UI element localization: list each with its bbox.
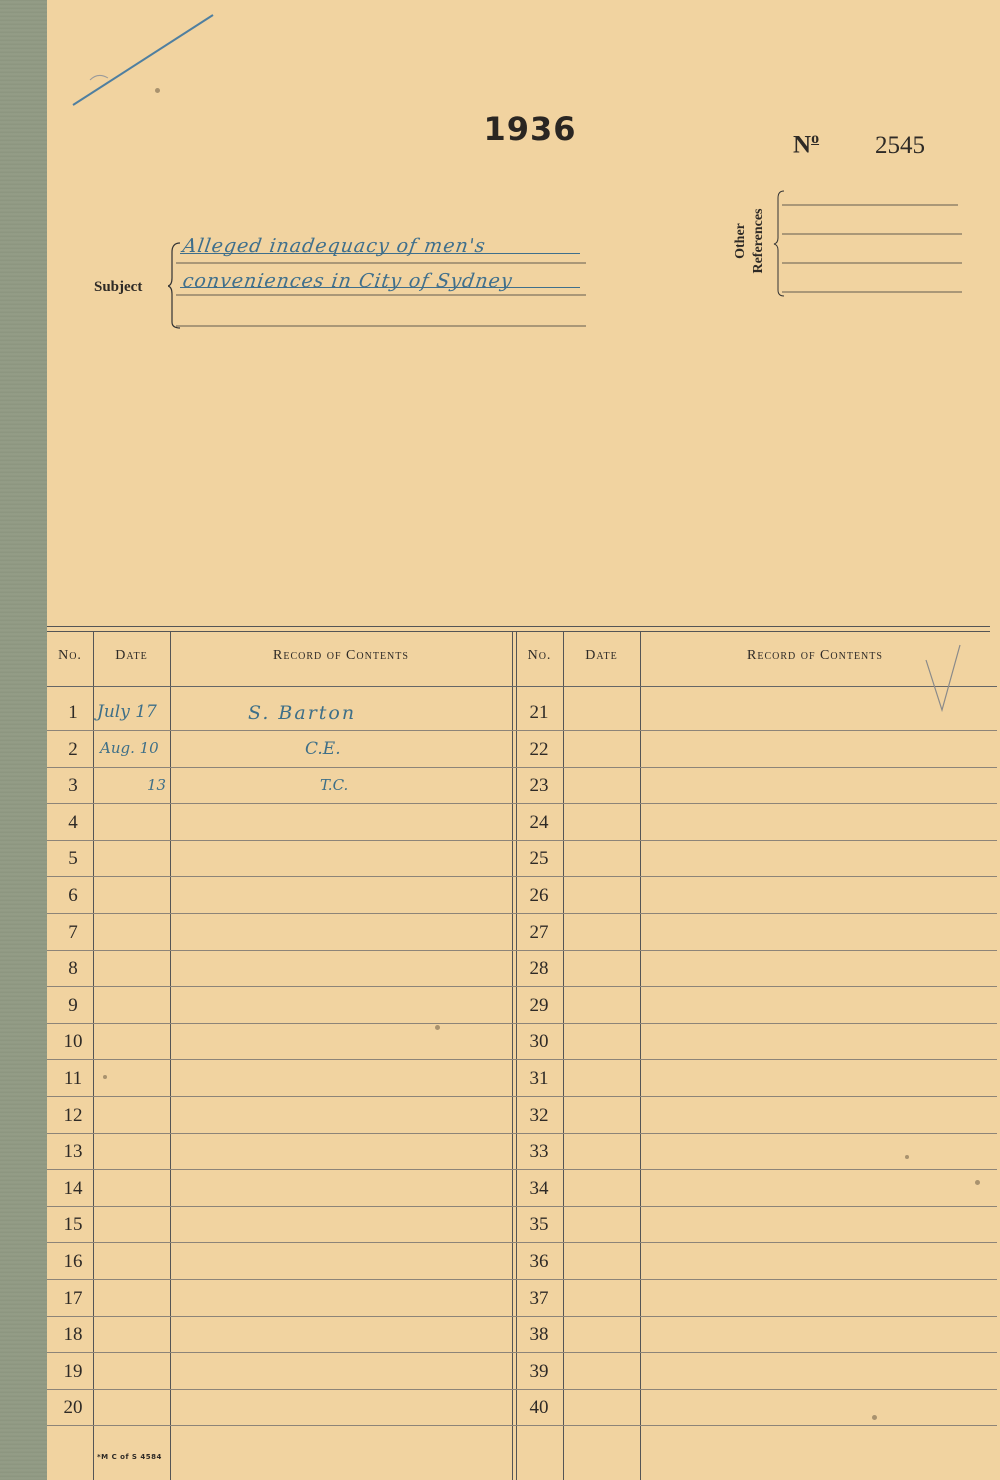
subject-label: Subject: [94, 279, 143, 295]
row-rule: [47, 1352, 997, 1353]
row-number-right: 36: [529, 1251, 549, 1272]
row-number-left: 11: [63, 1068, 83, 1089]
row-number-left: 1: [68, 702, 78, 723]
row-rule: [47, 1023, 997, 1024]
row-number-left: 2: [68, 738, 78, 760]
paper-spot: [435, 1025, 440, 1030]
row-number-right: 29: [529, 994, 549, 1016]
row-number-right: 21: [529, 702, 549, 723]
entry-3-date: 13: [147, 776, 167, 794]
header-date-right: Date: [585, 648, 618, 663]
subject-line-2: conveniences in City of Sydney: [181, 270, 515, 292]
row-rule: [47, 1316, 997, 1317]
row-number-left: 13: [63, 1141, 83, 1163]
row-number-right: 31: [529, 1068, 549, 1089]
row-number-left: 17: [63, 1287, 83, 1309]
row-rule: [47, 1096, 997, 1097]
row-number-left: 9: [68, 994, 78, 1016]
row-rule: [47, 840, 997, 841]
row-rule: [47, 1389, 997, 1390]
row-rule: [47, 1242, 997, 1243]
row-number-right: 32: [529, 1104, 549, 1126]
row-number-right: 26: [529, 885, 549, 906]
table-top-rule: [47, 626, 990, 627]
header-no-right: No.: [527, 648, 552, 663]
references-label: References: [751, 208, 766, 274]
paper-spot: [155, 88, 160, 93]
row-number-right: 27: [529, 921, 549, 943]
row-number-left: 7: [68, 921, 78, 943]
row-number-left: 15: [63, 1214, 83, 1236]
row-number-right: 24: [529, 811, 549, 833]
row-rule: [47, 730, 997, 731]
file-year: 1936: [483, 110, 577, 148]
row-rule: [47, 767, 997, 768]
paper-spot: [905, 1155, 909, 1159]
row-rule: [47, 950, 997, 951]
binding-spine: [0, 0, 47, 1480]
row-rule: [47, 1133, 997, 1134]
row-rule: [47, 1425, 997, 1426]
other-references-label: [728, 188, 778, 298]
row-number-right: 28: [529, 958, 549, 980]
header-no-left: No.: [58, 648, 82, 663]
subject-strike-1: [180, 253, 580, 254]
printer-code: *M C of S 4584: [97, 1453, 162, 1461]
row-rule: [47, 1279, 997, 1280]
row-number-left: 20: [63, 1397, 83, 1419]
row-number-left: 18: [63, 1324, 83, 1346]
subject-strike-2: [180, 287, 580, 288]
table-top-rule-2: [47, 631, 990, 632]
row-number-right: 30: [529, 1031, 549, 1053]
row-number-left: 3: [68, 775, 78, 797]
row-rule: [47, 986, 997, 987]
other-label: Other: [733, 223, 748, 259]
row-number-right: 37: [529, 1287, 549, 1309]
row-number-left: 12: [63, 1104, 83, 1126]
row-number-left: 16: [63, 1251, 83, 1272]
row-number-right: 35: [529, 1214, 549, 1236]
paper-spot: [103, 1075, 107, 1079]
row-rule: [47, 1059, 997, 1060]
entry-2-record: C.E.: [305, 739, 341, 759]
pencil-mark: [68, 10, 218, 110]
file-number-label: $N^o$: [793, 130, 820, 159]
row-number-left: 14: [63, 1177, 83, 1199]
entry-1-date: July 17: [97, 702, 157, 722]
subject-line-1: Alleged inadequacy of men's: [181, 235, 488, 257]
row-number-left: 10: [63, 1031, 83, 1053]
row-number-left: 4: [68, 811, 78, 833]
header-record-left: Record of Contents: [273, 648, 409, 663]
row-rule: [47, 876, 997, 877]
row-number-left: 8: [68, 958, 78, 980]
file-number: 2545: [875, 132, 925, 159]
entry-3-record: T.C.: [320, 776, 349, 794]
other-references-lines: [772, 188, 972, 300]
row-number-right: 38: [529, 1324, 549, 1346]
row-number-left: 6: [68, 885, 78, 906]
row-number-left: 19: [63, 1360, 83, 1382]
pencil-tick: [918, 640, 968, 720]
entry-2-date: Aug. 10: [100, 739, 159, 757]
row-number-right: 25: [529, 848, 549, 870]
paper-spot: [975, 1180, 980, 1185]
header-date-left: Date: [115, 648, 148, 663]
row-number-left: 5: [68, 848, 78, 870]
row-rule: [47, 803, 997, 804]
row-number-right: 23: [529, 775, 549, 797]
row-number-right: 40: [529, 1397, 549, 1419]
paper-spot: [872, 1415, 877, 1420]
header-rule: [47, 686, 997, 687]
row-rule: [47, 1206, 997, 1207]
row-number-right: 39: [529, 1360, 549, 1382]
header-record-right: Record of Contents: [747, 648, 883, 663]
entry-1-record: S. Barton: [248, 702, 357, 724]
row-rule: [47, 1169, 997, 1170]
row-number-right: 34: [529, 1177, 549, 1199]
row-number-right: 33: [529, 1141, 549, 1163]
row-number-right: 22: [529, 738, 549, 760]
row-rule: [47, 913, 997, 914]
